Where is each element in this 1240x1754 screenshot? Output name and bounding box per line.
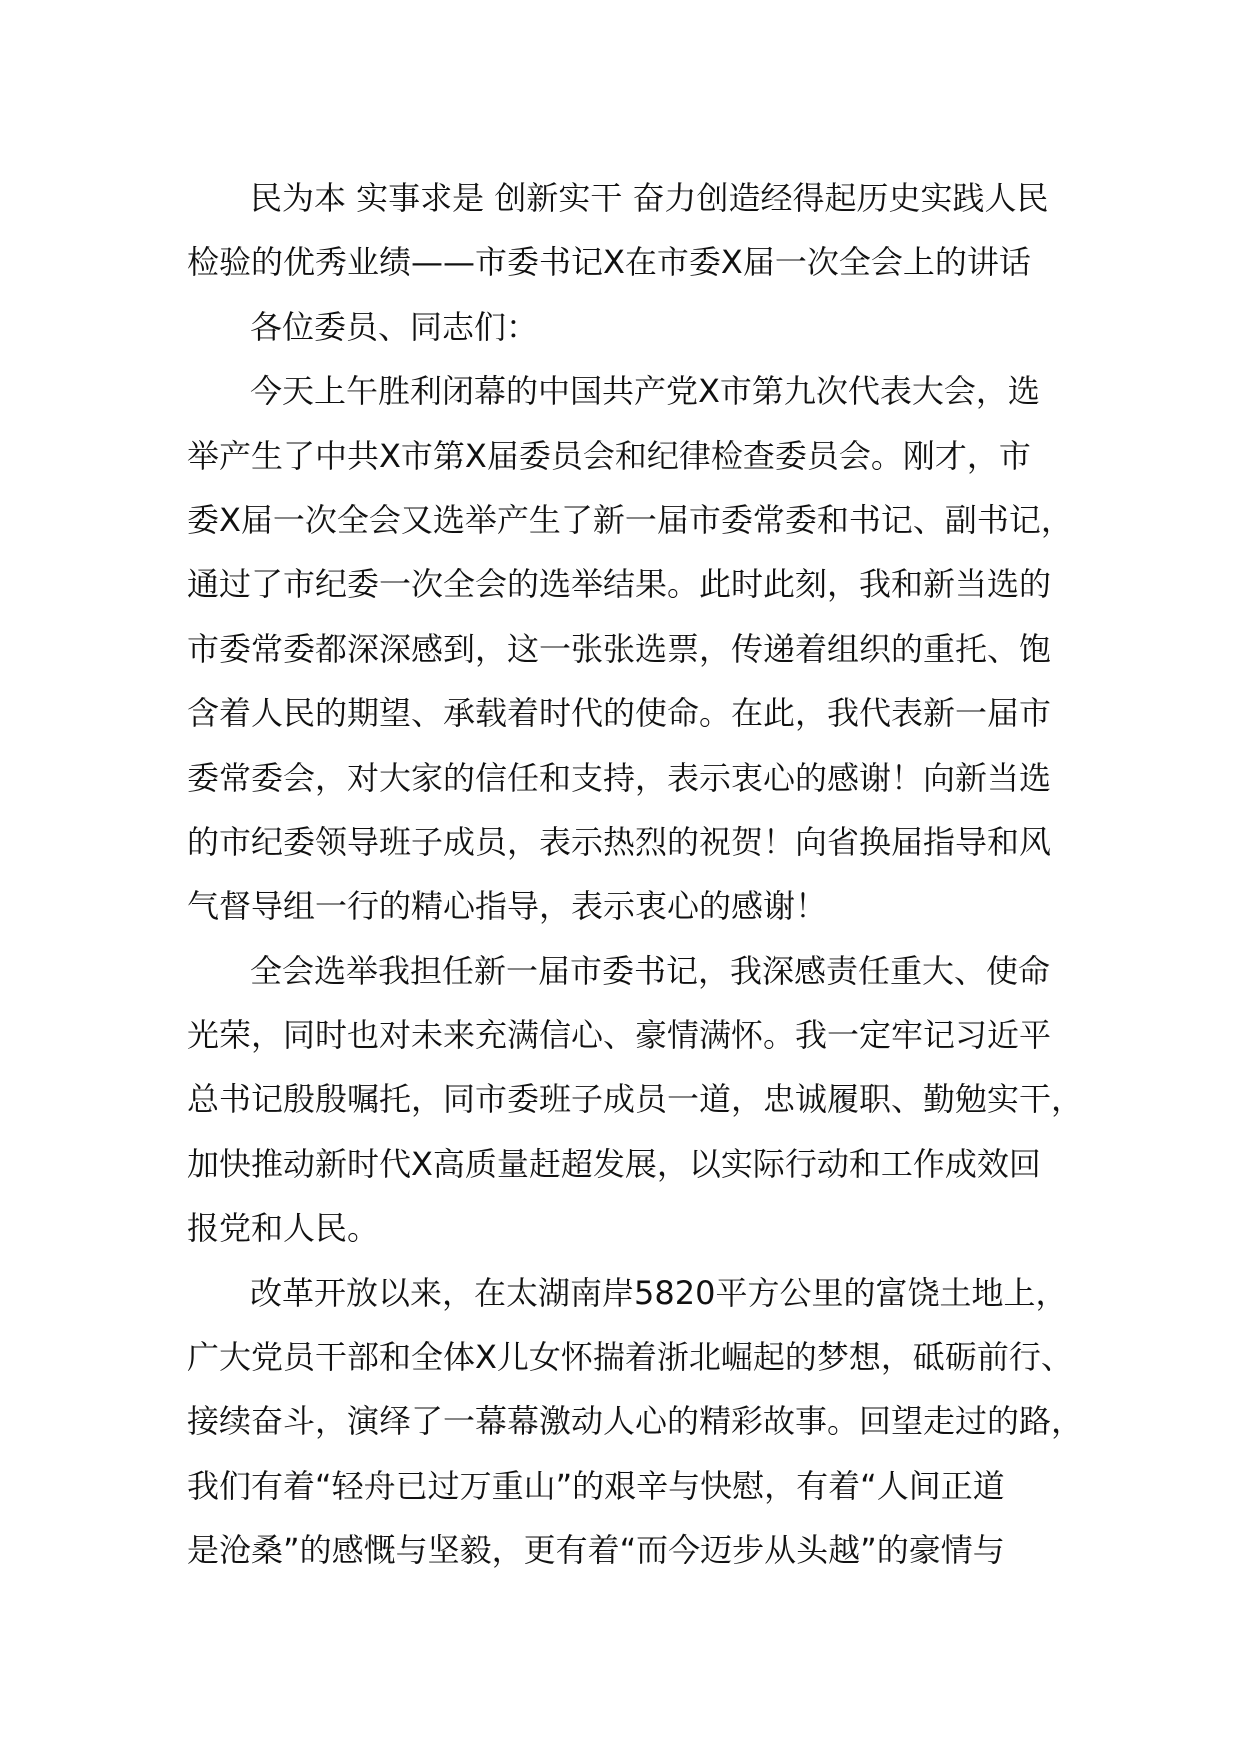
paragraph-line: 市委常委都深深感到，这一张张选票，传递着组织的重托、饱 xyxy=(187,629,1052,668)
paragraph-line: 我们有着“轻舟已过万重山”的艰辛与快慰，有着“人间正道 xyxy=(187,1466,1005,1505)
paragraph-line: 加快推动新时代X高质量赶超发展，以实际行动和工作成效回 xyxy=(187,1144,1041,1183)
paragraph-line: 委常委会，对大家的信任和支持，表示衷心的感谢！向新当选 xyxy=(187,758,1052,797)
paragraph-line: 举产生了中共X市第X届委员会和纪律检查委员会。刚才，市 xyxy=(187,436,1031,475)
paragraph-line: 今天上午胜利闭幕的中国共产党X市第九次代表大会，选 xyxy=(250,372,1040,411)
paragraph xyxy=(187,1261,1087,1583)
paragraph-line: 全会选举我担任新一届市委书记，我深感责任重大、使命 xyxy=(250,951,1051,990)
paragraph-line: 的市纪委领导班子成员，表示热烈的祝贺！向省换届指导和风 xyxy=(187,822,1052,861)
paragraph-line: 报党和人民。 xyxy=(187,1209,380,1248)
paragraph xyxy=(187,939,1087,1261)
paragraph-line: 广大党员干部和全体X儿女怀揣着浙北崛起的梦想，砥砺前行、 xyxy=(187,1338,1073,1377)
paragraph-line: 委X届一次全会又选举产生了新一届市委常委和书记、副书记， xyxy=(187,500,1073,539)
paragraph-line: 光荣，同时也对未来充满信心、豪情满怀。我一定牢记习近平 xyxy=(187,1016,1052,1055)
paragraph-line: 气督导组一行的精心指导，表示衷心的感谢！ xyxy=(187,887,828,926)
paragraph xyxy=(187,359,1087,939)
paragraph-line: 是沧桑”的感慨与坚毅，更有着“而今迈步从头越”的豪情与 xyxy=(187,1531,1005,1570)
salutation: 各位委员、同志们： xyxy=(250,307,539,346)
paragraph-line: 含着人民的期望、承载着时代的使命。在此，我代表新一届市 xyxy=(187,694,1052,733)
title-line: 民为本 实事求是 创新实干 奋力创造经得起历史实践人民 xyxy=(250,179,1049,217)
paragraph-line: 接续奋斗，演绎了一幕幕激动人心的精彩故事。回望走过的路， xyxy=(187,1402,1084,1441)
paragraph-line: 改革开放以来，在太湖南岸5820平方公里的富饶土地上， xyxy=(250,1273,1068,1312)
paragraph-line: 通过了市纪委一次全会的选举结果。此时此刻，我和新当选的 xyxy=(187,565,1052,604)
paragraph-line: 总书记殷殷嘱托，同市委班子成员一道，忠诚履职、勤勉实干， xyxy=(187,1080,1084,1119)
title-line: 检验的优秀业绩——市委书记X在市委X届一次全会上的讲话 xyxy=(187,243,1031,282)
document-body xyxy=(187,166,1087,1583)
